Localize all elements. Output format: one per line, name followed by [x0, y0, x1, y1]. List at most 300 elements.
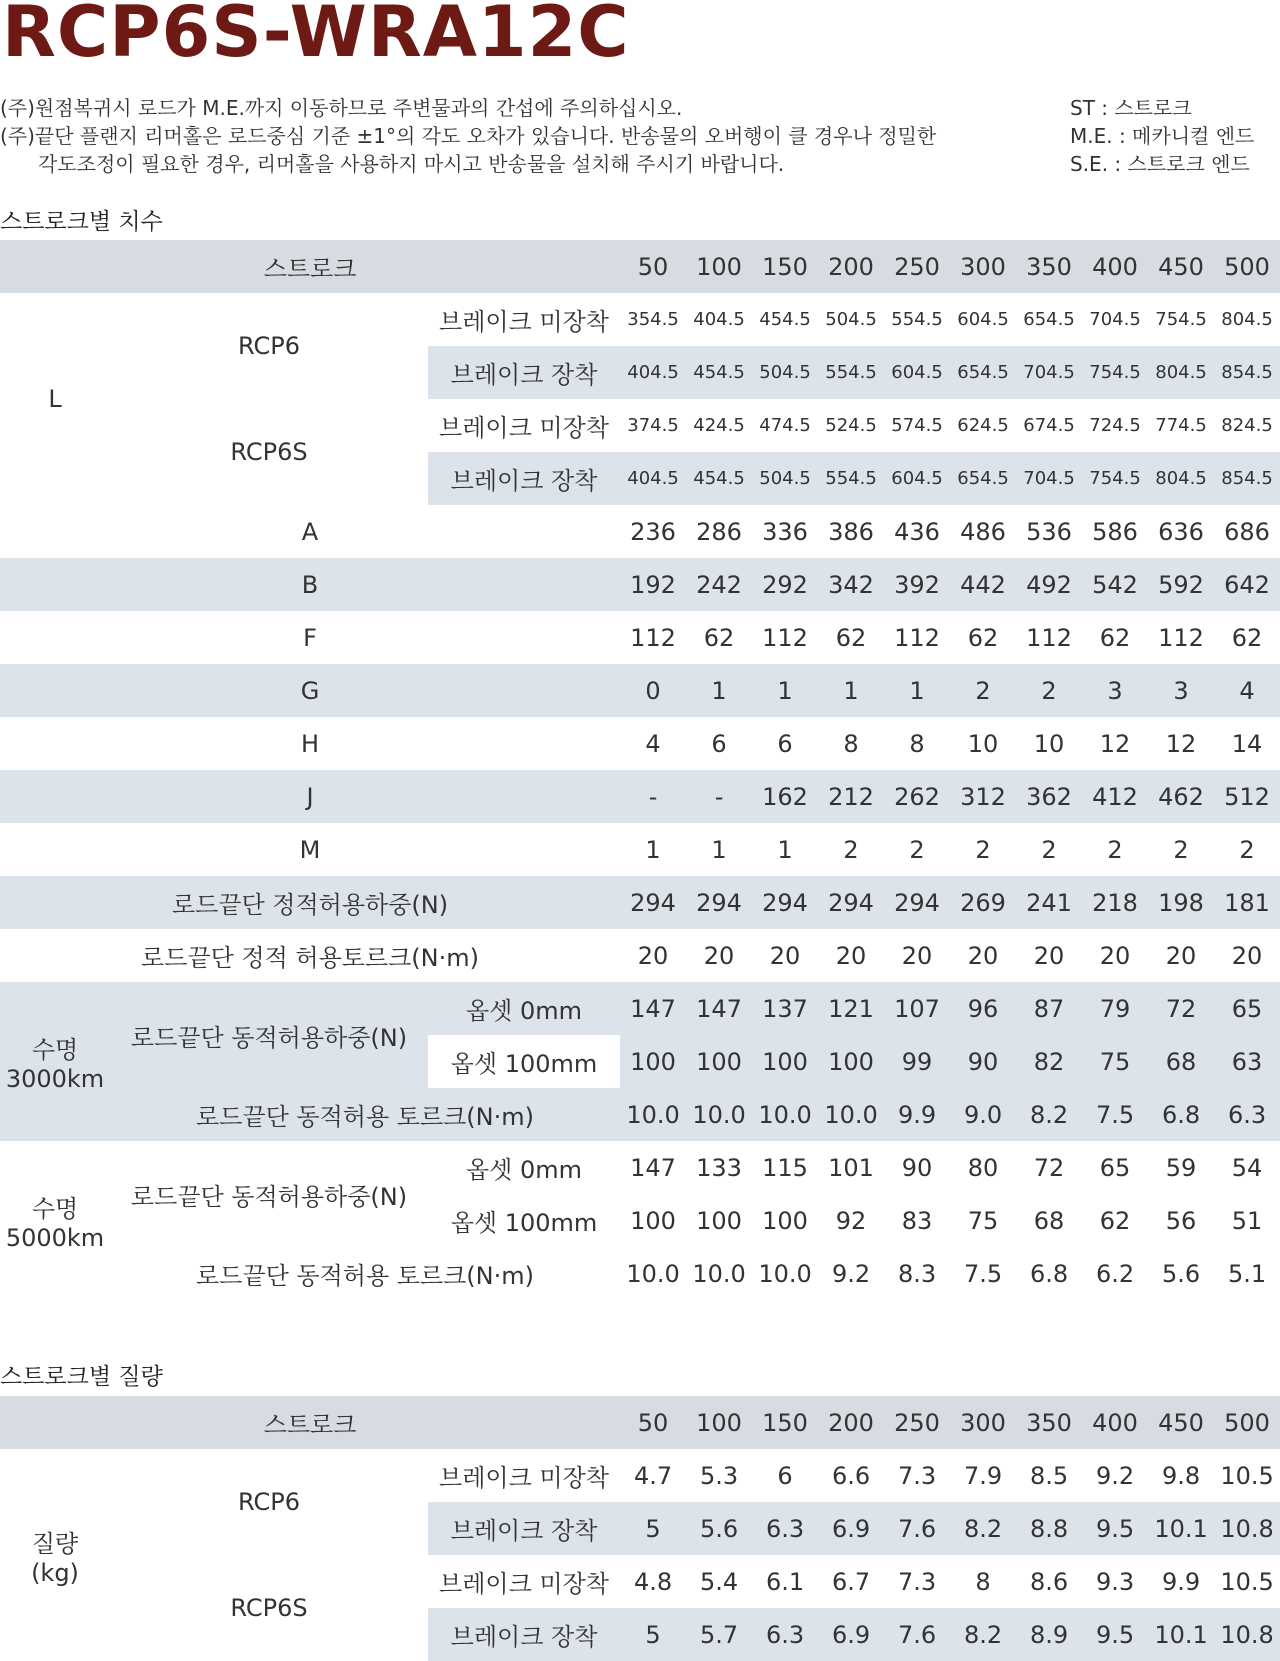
mass-label — [0, 1449, 110, 1661]
table-row — [0, 876, 1280, 929]
stroke-header-cell: 250 — [884, 1396, 950, 1449]
value-cell: 8.3 — [897, 1259, 937, 1288]
value-cell: 121 — [818, 982, 884, 1035]
value-cell: 2 — [1107, 835, 1123, 864]
legend-me: M.E. : 메카니컬 엔드 — [1070, 124, 1255, 148]
model-label: RCP6 — [238, 332, 300, 360]
value-cell: 63 — [1214, 1035, 1280, 1088]
dynamic-torque-label: 로드끝단 동적허용 토르크(N·m) — [196, 1262, 534, 1290]
value-cell: 6.9 — [818, 1608, 884, 1661]
value-cell: 212 — [818, 770, 884, 823]
value-cell: 12 — [1165, 729, 1197, 758]
value-cell: 147 — [630, 1153, 676, 1182]
row-label: H — [300, 729, 320, 758]
value-cell: 554.5 — [818, 452, 884, 505]
value-cell: 704.5 — [1089, 309, 1141, 330]
value-cell: 4 — [1214, 664, 1280, 717]
value-cell: 62 — [967, 623, 999, 652]
value-cell: 7.3 — [897, 1461, 937, 1490]
row-label: J — [0, 770, 620, 823]
value-cell: 2 — [1239, 835, 1255, 864]
value-cell: 754.5 — [1082, 346, 1148, 399]
value-cell: 2 — [909, 835, 925, 864]
value-cell: 115 — [762, 1153, 808, 1182]
value-cell: 474.5 — [759, 415, 811, 436]
value-cell: 100 — [620, 1035, 686, 1088]
value-cell: 218 — [1082, 876, 1148, 929]
value-cell: 20 — [1165, 941, 1197, 970]
offset-label: 옵셋 0mm — [428, 982, 620, 1035]
legend-se: S.E. : 스트로크 엔드 — [1070, 152, 1250, 176]
value-cell: 3 — [1148, 664, 1214, 717]
value-cell: 574.5 — [891, 415, 943, 436]
value-cell: 9.2 — [1095, 1461, 1135, 1490]
value-cell: 6.2 — [1095, 1259, 1135, 1288]
value-cell: 10.0 — [620, 1088, 686, 1141]
value-cell: 242 — [686, 558, 752, 611]
value-cell: 62 — [1099, 623, 1131, 652]
value-cell: 162 — [752, 770, 818, 823]
value-cell: 9.2 — [831, 1259, 871, 1288]
value-cell: 82 — [1016, 1035, 1082, 1088]
value-cell: 1 — [711, 835, 727, 864]
value-cell: 12 — [1099, 729, 1131, 758]
value-cell: 68 — [1033, 1206, 1065, 1235]
table-row — [0, 1141, 1280, 1194]
value-cell: 8.2 — [950, 1608, 1016, 1661]
brake-label: 브레이크 장착 — [428, 452, 620, 505]
value-cell: 20 — [967, 941, 999, 970]
dynamic-load-label: 로드끝단 동적허용하중(N) — [110, 982, 428, 1088]
value-cell: 294 — [752, 876, 818, 929]
row-label: F — [303, 623, 317, 652]
value-cell: 374.5 — [627, 415, 679, 436]
value-cell: 65 — [1214, 982, 1280, 1035]
value-cell: 804.5 — [1221, 309, 1273, 330]
value-cell: 62 — [703, 623, 735, 652]
table-row — [0, 982, 1280, 1035]
value-cell: 137 — [752, 982, 818, 1035]
value-cell: 96 — [950, 982, 1016, 1035]
value-cell: 804.5 — [1148, 346, 1214, 399]
value-cell: 354.5 — [627, 309, 679, 330]
stroke-header-cell: 100 — [686, 1396, 752, 1449]
value-cell: 586 — [1092, 517, 1138, 546]
value-cell: 804.5 — [1148, 452, 1214, 505]
value-cell: 5.1 — [1227, 1259, 1267, 1288]
label-line: (kg) — [31, 1558, 79, 1587]
value-cell: 774.5 — [1155, 415, 1207, 436]
value-cell: 10.8 — [1214, 1502, 1280, 1555]
value-cell: 5.6 — [686, 1502, 752, 1555]
value-cell: 79 — [1082, 982, 1148, 1035]
value-cell: 536 — [1026, 517, 1072, 546]
value-cell: 636 — [1158, 517, 1204, 546]
table-row — [0, 558, 1280, 611]
value-cell: 9.9 — [1161, 1567, 1201, 1596]
value-cell: 654.5 — [950, 346, 1016, 399]
value-cell: 7.5 — [963, 1259, 1003, 1288]
value-cell: 9.8 — [1161, 1461, 1201, 1490]
value-cell: 454.5 — [686, 452, 752, 505]
life-label — [0, 982, 110, 1141]
value-cell: 4.8 — [633, 1567, 673, 1596]
dimensions-table — [0, 240, 1280, 1300]
row-label: A — [301, 517, 319, 546]
table-row — [0, 929, 1280, 982]
value-cell: 8 — [843, 729, 859, 758]
stroke-header-row — [0, 1396, 1280, 1449]
value-cell: 2 — [1016, 664, 1082, 717]
value-cell: 62 — [835, 623, 867, 652]
value-cell: 100 — [686, 1035, 752, 1088]
dynamic-torque-label: 로드끝단 동적허용 토르크(N·m) — [110, 1088, 620, 1141]
abbreviation-legend — [1070, 94, 1254, 178]
value-cell: 54 — [1231, 1153, 1263, 1182]
value-cell: 8.2 — [950, 1502, 1016, 1555]
value-cell: 112 — [762, 623, 808, 652]
value-cell: 5.6 — [1161, 1259, 1201, 1288]
value-cell: 100 — [752, 1035, 818, 1088]
value-cell: 1 — [777, 835, 793, 864]
value-cell: 133 — [696, 1153, 742, 1182]
value-cell: 112 — [894, 623, 940, 652]
stroke-header-cell: 150 — [752, 1396, 818, 1449]
stroke-header-cell: 100 — [686, 240, 752, 293]
value-cell: 10.8 — [1214, 1608, 1280, 1661]
stroke-header-cell: 250 — [884, 240, 950, 293]
value-cell: 554.5 — [891, 309, 943, 330]
value-cell: 294 — [686, 876, 752, 929]
value-cell: 65 — [1099, 1153, 1131, 1182]
value-cell: 112 — [630, 623, 676, 652]
value-cell: 724.5 — [1089, 415, 1141, 436]
table-row — [0, 611, 1280, 664]
value-cell: 312 — [950, 770, 1016, 823]
value-cell: 0 — [620, 664, 686, 717]
value-cell: 83 — [901, 1206, 933, 1235]
value-cell: 10.1 — [1148, 1502, 1214, 1555]
value-cell: 5 — [620, 1502, 686, 1555]
value-cell: 754.5 — [1082, 452, 1148, 505]
value-cell: 6.8 — [1148, 1088, 1214, 1141]
value-cell: 10.0 — [692, 1259, 746, 1288]
value-cell: 62 — [1231, 623, 1263, 652]
value-cell: 8.9 — [1016, 1608, 1082, 1661]
value-cell: 75 — [1082, 1035, 1148, 1088]
value-cell: 624.5 — [957, 415, 1009, 436]
value-cell: 112 — [1158, 623, 1204, 652]
stroke-header-label: 스트로크 — [0, 240, 620, 293]
value-cell: 8 — [975, 1567, 991, 1596]
value-cell: 100 — [762, 1206, 808, 1235]
value-cell: 604.5 — [884, 346, 950, 399]
model-label: RCP6 — [238, 1488, 300, 1516]
label-line: 수명 — [31, 1036, 79, 1064]
value-cell: 686 — [1224, 517, 1270, 546]
value-cell: 362 — [1016, 770, 1082, 823]
value-cell: 181 — [1214, 876, 1280, 929]
value-cell: 6.8 — [1029, 1259, 1069, 1288]
value-cell: 10.5 — [1220, 1461, 1274, 1490]
stroke-header-cell: 50 — [620, 240, 686, 293]
value-cell: 7.9 — [963, 1461, 1003, 1490]
value-cell: 554.5 — [818, 346, 884, 399]
brake-label: 브레이크 미장착 — [439, 308, 609, 336]
value-cell: 20 — [1099, 941, 1131, 970]
stroke-header-cell: 450 — [1148, 240, 1214, 293]
value-cell: 6.3 — [752, 1502, 818, 1555]
value-cell: 99 — [884, 1035, 950, 1088]
page-title: RCP6S-WRA12C — [2, 0, 630, 73]
value-cell: 2 — [843, 835, 859, 864]
value-cell: 342 — [818, 558, 884, 611]
value-cell: 386 — [828, 517, 874, 546]
stroke-header-cell: 500 — [1214, 240, 1280, 293]
table-row — [0, 770, 1280, 823]
value-cell: 87 — [1016, 982, 1082, 1035]
value-cell: 198 — [1148, 876, 1214, 929]
stroke-header-cell: 450 — [1148, 1396, 1214, 1449]
label-line: 질량 — [31, 1529, 79, 1558]
value-cell: 294 — [818, 876, 884, 929]
value-cell: 62 — [1099, 1206, 1131, 1235]
value-cell: 7.6 — [884, 1502, 950, 1555]
value-cell: 6 — [711, 729, 727, 758]
value-cell: 6.6 — [831, 1461, 871, 1490]
value-cell: 147 — [620, 982, 686, 1035]
value-cell: 642 — [1214, 558, 1280, 611]
value-cell: 704.5 — [1016, 346, 1082, 399]
value-cell: 454.5 — [686, 346, 752, 399]
value-cell: 10 — [967, 729, 999, 758]
value-cell: 6.7 — [831, 1567, 871, 1596]
value-cell: 462 — [1148, 770, 1214, 823]
value-cell: 2 — [1173, 835, 1189, 864]
value-cell: 8.8 — [1016, 1502, 1082, 1555]
value-cell: 107 — [884, 982, 950, 1035]
table-row — [0, 399, 1280, 452]
table-row — [0, 717, 1280, 770]
value-cell: 7.5 — [1082, 1088, 1148, 1141]
value-cell: 20 — [637, 941, 669, 970]
legend-st: ST : 스트로크 — [1070, 96, 1192, 120]
value-cell: 442 — [950, 558, 1016, 611]
value-cell: 56 — [1165, 1206, 1197, 1235]
value-cell: 604.5 — [957, 309, 1009, 330]
value-cell: 147 — [686, 982, 752, 1035]
value-cell: 6 — [777, 729, 793, 758]
value-cell: 9.0 — [950, 1088, 1016, 1141]
stroke-header-cell: 400 — [1082, 1396, 1148, 1449]
value-cell: 504.5 — [752, 346, 818, 399]
value-cell: 10.0 — [752, 1088, 818, 1141]
table-row — [0, 1555, 1280, 1608]
value-cell: 10 — [1033, 729, 1065, 758]
value-cell: 90 — [950, 1035, 1016, 1088]
value-cell: 14 — [1231, 729, 1263, 758]
offset-label: 옵셋 100mm — [450, 1209, 598, 1237]
table-row — [0, 505, 1280, 558]
value-cell: 9.3 — [1095, 1567, 1135, 1596]
brake-label: 브레이크 장착 — [428, 346, 620, 399]
value-cell: 5.4 — [699, 1567, 739, 1596]
value-cell: 6 — [777, 1461, 793, 1490]
value-cell: 404.5 — [693, 309, 745, 330]
brake-label: 브레이크 미장착 — [439, 1464, 609, 1492]
value-cell: 80 — [967, 1153, 999, 1182]
value-cell: 4.7 — [633, 1461, 673, 1490]
value-cell: 412 — [1082, 770, 1148, 823]
value-cell: 20 — [703, 941, 735, 970]
value-cell: 674.5 — [1023, 415, 1075, 436]
value-cell: 1 — [752, 664, 818, 717]
value-cell: 6.1 — [765, 1567, 805, 1596]
value-cell: 241 — [1016, 876, 1082, 929]
value-cell: 2 — [975, 835, 991, 864]
model-label: RCP6S — [230, 438, 308, 466]
value-cell: 1 — [884, 664, 950, 717]
mass-table — [0, 1396, 1280, 1661]
value-cell: 90 — [901, 1153, 933, 1182]
value-cell: 294 — [620, 876, 686, 929]
table-row — [0, 1449, 1280, 1502]
value-cell: 504.5 — [752, 452, 818, 505]
stroke-header-cell: 200 — [818, 240, 884, 293]
brake-label: 브레이크 장착 — [428, 1608, 620, 1661]
value-cell: 486 — [960, 517, 1006, 546]
value-cell: 512 — [1214, 770, 1280, 823]
value-cell: 51 — [1231, 1206, 1263, 1235]
stroke-header-cell: 500 — [1214, 1396, 1280, 1449]
value-cell: 20 — [835, 941, 867, 970]
value-cell: 10.0 — [758, 1259, 812, 1288]
value-cell: 294 — [884, 876, 950, 929]
mass-section-title: 스트로크별 질량 — [0, 1364, 163, 1390]
value-cell: 592 — [1148, 558, 1214, 611]
value-cell: 424.5 — [693, 415, 745, 436]
value-cell: 492 — [1016, 558, 1082, 611]
value-cell: 10.5 — [1220, 1567, 1274, 1596]
value-cell: 854.5 — [1214, 346, 1280, 399]
row-label: G — [0, 664, 620, 717]
value-cell: 10.1 — [1148, 1608, 1214, 1661]
value-cell: 9.5 — [1082, 1502, 1148, 1555]
brake-label: 브레이크 미장착 — [439, 414, 609, 442]
table-row — [0, 1247, 1280, 1300]
label-line: 3000km — [5, 1065, 105, 1093]
value-cell: 262 — [884, 770, 950, 823]
value-cell: 20 — [769, 941, 801, 970]
notes — [0, 94, 1000, 178]
value-cell: 8 — [909, 729, 925, 758]
value-cell: 754.5 — [1155, 309, 1207, 330]
stroke-header-cell: 200 — [818, 1396, 884, 1449]
stroke-header-row — [0, 240, 1280, 293]
note-3: 각도조정이 필요한 경우, 리머홀을 사용하지 마시고 반송물을 설치해 주시기 바랍니다. — [38, 152, 785, 176]
value-cell: 524.5 — [825, 415, 877, 436]
value-cell: 72 — [1148, 982, 1214, 1035]
offset-label: 옵셋 0mm — [466, 1156, 583, 1184]
value-cell: 3 — [1082, 664, 1148, 717]
value-cell: 504.5 — [825, 309, 877, 330]
value-cell: 454.5 — [759, 309, 811, 330]
value-cell: 436 — [894, 517, 940, 546]
value-cell: 6.3 — [752, 1608, 818, 1661]
value-cell: 292 — [752, 558, 818, 611]
value-cell: 6.3 — [1214, 1088, 1280, 1141]
offset-label: 옵셋 100mm — [450, 1050, 598, 1078]
value-cell: 100 — [696, 1206, 742, 1235]
table-row — [0, 293, 1280, 346]
value-cell: 704.5 — [1016, 452, 1082, 505]
value-cell: 59 — [1165, 1153, 1197, 1182]
label-line: 수명 — [31, 1195, 79, 1223]
value-cell: 101 — [828, 1153, 874, 1182]
l-label: L — [48, 385, 62, 413]
value-cell: 10.0 — [626, 1259, 680, 1288]
value-cell: 854.5 — [1214, 452, 1280, 505]
model-label: RCP6S — [230, 1594, 308, 1622]
value-cell: 92 — [835, 1206, 867, 1235]
value-cell: 1 — [818, 664, 884, 717]
table-row — [0, 1088, 1280, 1141]
value-cell: 10.0 — [818, 1088, 884, 1141]
value-cell: - — [686, 770, 752, 823]
value-cell: 20 — [1033, 941, 1065, 970]
stroke-header-cell: 350 — [1016, 240, 1082, 293]
value-cell: 10.0 — [686, 1088, 752, 1141]
value-cell: 7.3 — [897, 1567, 937, 1596]
note-1: (주)원점복귀시 로드가 M.E.까지 이동하므로 주변물과의 간섭에 주의하십시오. — [0, 96, 683, 120]
value-cell: 6.9 — [818, 1502, 884, 1555]
life-label — [0, 1141, 110, 1300]
stroke-header-cell: 400 — [1082, 240, 1148, 293]
row-label: B — [0, 558, 620, 611]
table-row — [0, 664, 1280, 717]
value-cell: 404.5 — [620, 346, 686, 399]
value-cell: 2 — [1041, 835, 1057, 864]
stroke-header-label: 스트로크 — [0, 1396, 620, 1449]
value-cell: 4 — [645, 729, 661, 758]
value-cell: 100 — [818, 1035, 884, 1088]
value-cell: 236 — [630, 517, 676, 546]
value-cell: 392 — [884, 558, 950, 611]
value-cell: 8.2 — [1016, 1088, 1082, 1141]
value-cell: 5 — [620, 1608, 686, 1661]
value-cell: 8.5 — [1029, 1461, 1069, 1490]
value-cell: 5.7 — [686, 1608, 752, 1661]
note-2: (주)끝단 플랜지 리머홀은 로드중심 기준 ±1°의 각도 오차가 있습니다. 반송물의 오버행이 클 경우나 정밀한 — [0, 124, 937, 148]
value-cell: 654.5 — [1023, 309, 1075, 330]
value-cell: 112 — [1026, 623, 1072, 652]
value-cell: 20 — [1231, 941, 1263, 970]
value-cell: 404.5 — [620, 452, 686, 505]
value-cell: 7.6 — [884, 1608, 950, 1661]
value-cell: 654.5 — [950, 452, 1016, 505]
row-label: 로드끝단 정적허용하중(N) — [0, 876, 620, 929]
value-cell: - — [620, 770, 686, 823]
value-cell: 72 — [1033, 1153, 1065, 1182]
value-cell: 269 — [950, 876, 1016, 929]
value-cell: 286 — [696, 517, 742, 546]
stroke-header-cell: 300 — [950, 1396, 1016, 1449]
stroke-header-cell: 50 — [620, 1396, 686, 1449]
label-line: 5000km — [5, 1224, 105, 1252]
dynamic-load-label: 로드끝단 동적허용하중(N) — [130, 1182, 408, 1211]
brake-label: 브레이크 장착 — [428, 1502, 620, 1555]
value-cell: 8.6 — [1029, 1567, 1069, 1596]
